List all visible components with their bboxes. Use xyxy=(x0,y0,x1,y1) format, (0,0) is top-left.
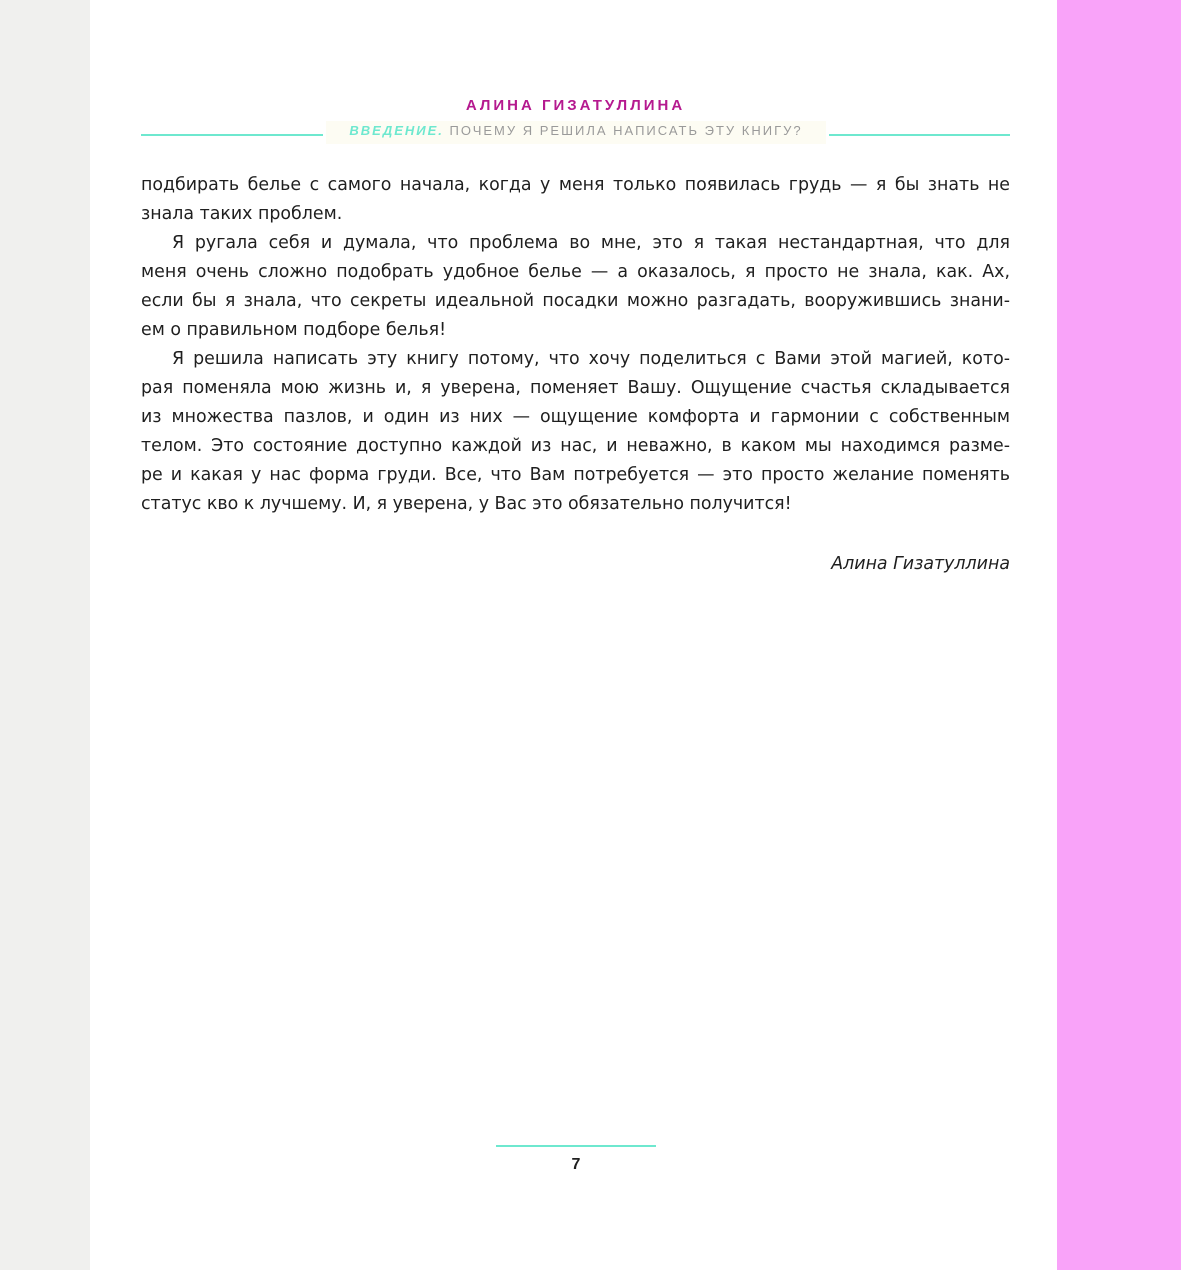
text-line: подбирать белье с самого начала, когда у меня только появилась грудь — я бы знать не xyxy=(141,175,1010,195)
text-line: Я ругала себя и думала, что проблема во мне, это я такая нестандартная, что для xyxy=(172,233,1010,253)
author-signature: Алина Гизатуллина xyxy=(831,554,1010,574)
text-line: Я решила написать эту книгу потому, что хочу поделиться с Вами этой магией, кото- xyxy=(172,349,1010,369)
header-rule-left xyxy=(141,134,323,136)
text-line: ем о правильном подборе белья! xyxy=(141,320,447,340)
chapter-label: ВВЕДЕНИЕ. xyxy=(349,123,444,138)
text-line: если бы я знала, что секреты идеальной посадки можно разгадать, вооружившись знани- xyxy=(141,291,1010,311)
pink-side-band xyxy=(1057,0,1181,1270)
left-page-margin xyxy=(0,0,90,1270)
text-line: статус кво к лучшему. И, я уверена, у Вас это обязательно получится! xyxy=(141,494,792,514)
body-text xyxy=(141,171,1010,519)
header-rule-right xyxy=(829,134,1010,136)
text-line: телом. Это состояние доступно каждой из нас, и неважно, в каком мы находимся разме- xyxy=(141,436,1010,456)
text-line: меня очень сложно подобрать удобное белье — а оказалось, я просто не знала, как. Ах, xyxy=(141,262,1010,282)
chapter-title: ПОЧЕМУ Я РЕШИЛА НАПИСАТЬ ЭТУ КНИГУ? xyxy=(449,123,803,138)
footer-rule xyxy=(496,1145,656,1147)
running-header-chapter xyxy=(326,121,826,144)
page-number: 7 xyxy=(571,1156,581,1173)
text-line: рая поменяла мою жизнь и, я уверена, поменяет Вашу. Ощущение счастья складывается xyxy=(141,378,1010,398)
text-line: из множества пазлов, и один из них — ощущение комфорта и гармонии с собственным xyxy=(141,407,1010,427)
text-line: ре и какая у нас форма груди. Все, что Вам потребуется — это просто желание поменять xyxy=(141,465,1010,485)
running-header-author: АЛИНА ГИЗАТУЛЛИНА xyxy=(465,97,686,114)
text-line: знала таких проблем. xyxy=(141,204,343,224)
